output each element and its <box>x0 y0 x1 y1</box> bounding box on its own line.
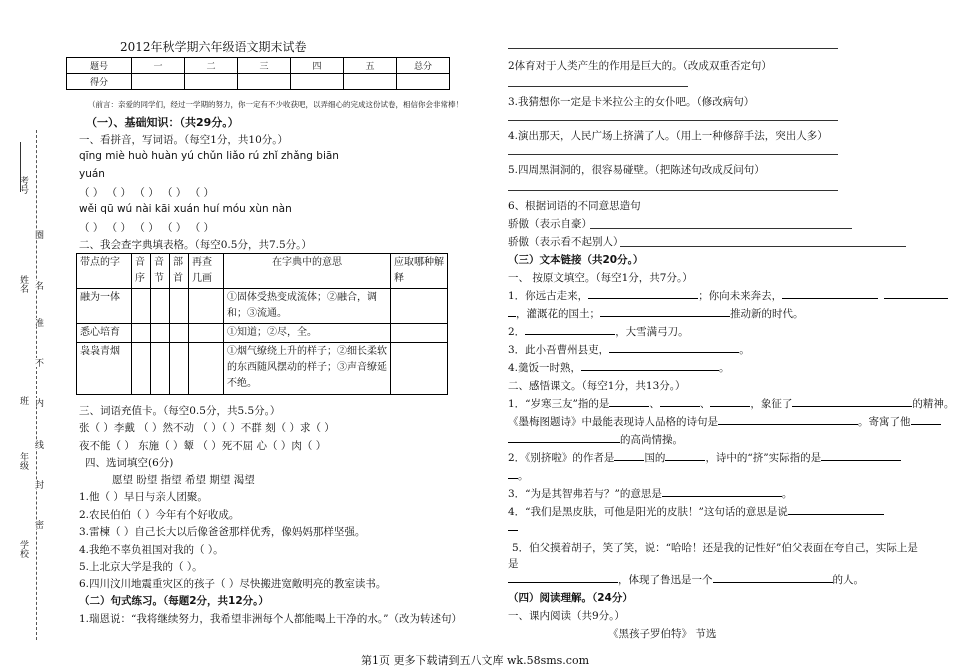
dict-header: 部首 <box>170 254 189 289</box>
r2-text: 1．“岁寒三友”指的是 <box>508 398 610 410</box>
score-cell[interactable] <box>185 74 238 90</box>
q4-item-6[interactable]: 6.四川汶川地震重灾区的孩子（ ）尽快搬进宽敞明亮的教室读书。 <box>79 578 387 590</box>
r1-title: 一、 按原文填空。（每空1分，共7分。） <box>508 272 693 284</box>
score-header-cell: 四 <box>291 58 344 74</box>
blank[interactable] <box>588 298 698 299</box>
dict-header: 应取哪种解释 <box>391 254 448 289</box>
pinyin-row-2: wěi qū wú nài kāi xuán huí móu xùn nàn <box>79 203 292 215</box>
right-item-3: 3.我猜想你一定是卡米拉公主的女仆吧。（修改病句） <box>508 96 755 108</box>
dict-cell[interactable] <box>151 324 170 343</box>
blank[interactable] <box>660 406 700 407</box>
nianji-label: 年级 <box>18 452 28 470</box>
dict-word: 悉心培育 <box>77 324 132 343</box>
r2-text: 4．“我们是黑皮肤，可他是阳光的皮肤！”这句话的意思是说 <box>508 506 788 518</box>
blank[interactable] <box>911 424 941 425</box>
r2-text: 国的 <box>644 452 666 464</box>
r1-text: 4.羹饭一时熟， <box>508 362 582 374</box>
score-cell[interactable] <box>291 74 344 90</box>
r1-line-1 <box>508 288 948 303</box>
xuexiao-label: 学校 <box>18 540 28 558</box>
r2-q3-line: 3．“为是其智弗若与？”的意思是 。 <box>508 488 793 500</box>
r1-text: ，灌溉花的国土； <box>516 308 600 320</box>
q4-item-2[interactable]: 2.农民伯伯（ ）今年有个好收成。 <box>79 509 240 521</box>
exam-title: 2012年秋学期六年级语文期末试卷 <box>120 40 307 54</box>
blank[interactable] <box>710 406 750 407</box>
r1-line-3 <box>508 324 689 339</box>
score-cell[interactable] <box>397 74 450 90</box>
r2-title: 二、感悟课文。（每空1分，共13分。） <box>508 380 686 392</box>
r2-q1-line3 <box>508 432 683 447</box>
dict-header: 再查几画 <box>189 254 224 289</box>
binding-mark-5: 内 <box>33 398 43 407</box>
dict-meaning: ①烟气缭绕上升的样子；②细长柔软的东西随风摆动的样子；③声音缭延不绝。 <box>224 343 391 395</box>
s4-passage-title: 《黑孩子罗伯特》 节选 <box>608 628 717 640</box>
score-header-cell: 题号 <box>67 58 132 74</box>
preface: （前言：亲爱的同学们，经过一学期的努力，你一定有不少收获吧，以弄细心的完成这份试卷，相信你会非常棒！ <box>88 100 463 109</box>
r2-text: 的人。 <box>832 574 864 586</box>
r2-q5-line3 <box>508 572 864 587</box>
blank[interactable] <box>821 460 901 461</box>
r2-text: ，诗中的“挤”实际指的是 <box>705 452 822 464</box>
dict-cell[interactable] <box>170 343 189 395</box>
r1-text: 2． <box>508 326 526 338</box>
dict-cell[interactable] <box>170 324 189 343</box>
r2-text: ，体现了鲁迅是一个 <box>618 574 713 586</box>
dict-cell[interactable] <box>189 289 224 324</box>
right-item-5: 5.四周黑洞洞的，很容易碰壁。（把陈述句改成反问句） <box>508 164 765 176</box>
right-item-jiaoao-2: 骄傲（表示看不起别人） <box>508 236 624 248</box>
xingming-label: 姓名 <box>18 275 28 293</box>
answer-line[interactable] <box>508 190 838 191</box>
blank[interactable] <box>609 352 739 353</box>
r2-q4-line2 <box>508 522 518 534</box>
score-header-cell: 一 <box>132 58 185 74</box>
dict-cell[interactable] <box>391 343 448 395</box>
r2-text: 的高尚情操。 <box>620 434 683 446</box>
section-3-heading: （三）文本链接（共20分。） <box>508 254 644 266</box>
score-cell[interactable] <box>344 74 397 90</box>
dict-header: 在字典中的意思 <box>224 254 391 289</box>
dict-cell[interactable] <box>132 324 151 343</box>
dict-cell[interactable] <box>132 289 151 324</box>
r2-text: 《墨梅图题诗》中最能表现诗人品格的诗句是 <box>508 416 718 428</box>
r2-text: 的精神。 <box>912 398 954 410</box>
dict-meaning: ①固体受热变成流体；②融合，调和；③流通。 <box>224 289 391 324</box>
q2-title: 二、我会查字典填表格。（每空0.5分，共7.5分。） <box>79 239 312 251</box>
q4-item-1[interactable]: 1.他（ ）早日与亲人团聚。 <box>79 491 208 503</box>
blank[interactable] <box>508 582 618 583</box>
q3-title: 三、词语充值卡。（每空0.5分，共5.5分。） <box>79 405 281 417</box>
dict-meaning: ①知道；②尽，全。 <box>224 324 391 343</box>
pinyin-row-1: qīng miè huò huàn yú chǔn liǎo rú zhǐ zhǎng biān <box>79 150 339 162</box>
score-header-cell: 总分 <box>397 58 450 74</box>
blank[interactable] <box>508 478 518 479</box>
dict-cell[interactable] <box>132 343 151 395</box>
blank[interactable] <box>792 406 912 407</box>
blank[interactable] <box>508 316 516 317</box>
answer-line[interactable] <box>508 86 688 87</box>
kaohao-label: 考号 <box>18 176 28 194</box>
r2-q1-line2 <box>508 414 941 429</box>
section-2-heading: （二）句式练习。（每题2分，共12分。） <box>79 595 269 607</box>
binding-mark-4: 不 <box>33 358 43 367</box>
blank[interactable] <box>662 496 782 497</box>
dict-cell[interactable] <box>170 289 189 324</box>
dict-word: 袅袅青烟 <box>77 343 132 395</box>
blank[interactable] <box>609 406 649 407</box>
score-header-cell: 二 <box>185 58 238 74</box>
q1-title: 一、看拼音，写词语。（每空1分，共10分。） <box>79 134 289 146</box>
r2-q4-line <box>508 504 884 519</box>
blank[interactable] <box>600 316 730 317</box>
binding-mark-8: 密 <box>33 520 43 529</box>
section-4-heading: （四）阅读理解。（24分） <box>508 592 633 604</box>
blank[interactable] <box>581 370 719 371</box>
blank[interactable] <box>788 514 884 515</box>
page-footer: 第1页 更多下载请到五八文库 wk.58sms.com <box>361 654 589 667</box>
r1-line-5: 4.羹饭一时熟， 。 <box>508 362 730 374</box>
r2-q2-line <box>508 450 901 465</box>
q4-item-3[interactable]: 3.雷楝（ ）自己长大以后像爸爸那样优秀，像妈妈那样坚强。 <box>79 526 366 538</box>
score-table <box>66 57 450 90</box>
score-cell[interactable] <box>238 74 291 90</box>
ban-label: 班 <box>18 396 28 405</box>
r2-q5-line2: 是 <box>508 558 519 570</box>
binding-mark-7: 封 <box>33 480 43 489</box>
kaohao-blank <box>20 142 21 192</box>
answer-line[interactable] <box>590 228 852 229</box>
r1-text: 3．此小吾曹州县吏， <box>508 344 610 356</box>
r1-text: 1．你远古走来， <box>508 290 589 302</box>
blank[interactable] <box>665 460 705 461</box>
blank[interactable] <box>884 298 948 299</box>
dict-cell[interactable] <box>391 324 448 343</box>
dictionary-table <box>76 253 448 395</box>
r1-text: 推动新的时代。 <box>730 308 804 320</box>
r1-text: ；你向未来奔去， <box>698 290 783 302</box>
paren-row-1[interactable]: （ ） （ ） （ ） （ ） （ ） <box>79 187 215 199</box>
r2-text: 3．“为是其智弗若与？”的意思是 <box>508 488 662 500</box>
section-1-heading: （一）、基础知识：（共29分。） <box>86 116 239 129</box>
answer-line[interactable] <box>620 246 906 247</box>
q4-title: 四、选词填空(6分) <box>85 457 174 469</box>
q3-row-2[interactable]: 夜不能（ ） 东施（ ）颦 （ ）死不屈 心（ ）肉（ ） <box>79 440 327 452</box>
r1-line-4: 3．此小吾曹州县吏， 。 <box>508 344 750 356</box>
r2-text: ，象征了 <box>750 398 793 410</box>
q4-item-5[interactable]: 5.上北京大学是我的（ ）。 <box>79 561 203 573</box>
dict-header: 带点的字 <box>77 254 132 289</box>
blank[interactable] <box>713 582 833 583</box>
score-cell[interactable] <box>132 74 185 90</box>
s4-q1: 一、课内阅读（共9分。） <box>508 610 625 622</box>
blank[interactable] <box>718 424 858 425</box>
right-item-4: 4.演出那天，人民广场上挤满了人。（用上一种修辞手法，突出人多） <box>508 130 828 142</box>
dict-cell[interactable] <box>189 324 224 343</box>
binding-mark-6: 线 <box>33 440 43 449</box>
dict-cell[interactable] <box>151 289 170 324</box>
score-row-label: 得分 <box>67 74 132 90</box>
r2-text: 。寄寓了他 <box>858 416 911 428</box>
right-item-2: 2体育对于人类产生的作用是巨大的。（改成双重否定句） <box>508 60 772 72</box>
score-header-cell: 三 <box>238 58 291 74</box>
q4-word-bank: 愿望 盼望 指望 希望 期望 渴望 <box>112 474 255 486</box>
dict-header: 音序 <box>132 254 151 289</box>
binding-mark-3: 准 <box>33 318 43 327</box>
binding-mark-1: 圈 <box>33 230 43 239</box>
pinyin-row-1b: yuán <box>79 168 105 180</box>
blank[interactable] <box>525 334 615 335</box>
dict-word: 融为一体 <box>77 289 132 324</box>
q3-row-1[interactable]: 张（ ）李戴 （ ）然不动 （ ）（ ）不群 刻（ ）求（ ） <box>79 422 335 434</box>
r2-q5-line: 5．伯父摸着胡子，笑了笑，说：“哈哈！还是我的记性好”伯父表面在夸自己，实际上是 <box>512 542 918 554</box>
binding-mark-2: 名 <box>33 281 43 290</box>
right-item-jiaoao-1: 骄傲（表示自豪） <box>508 218 592 230</box>
score-header-cell: 五 <box>344 58 397 74</box>
r2-text: 2．《别挤啦》的作者是 <box>508 452 615 464</box>
blank[interactable] <box>782 298 878 299</box>
q4-item-4[interactable]: 4.我绝不辜负祖国对我的（ ）。 <box>79 544 224 556</box>
blank[interactable] <box>614 460 644 461</box>
blank[interactable] <box>508 530 518 531</box>
answer-line[interactable] <box>508 154 838 155</box>
blank[interactable] <box>508 442 620 443</box>
r2-q2-line2: 。 <box>508 468 529 483</box>
dict-cell[interactable] <box>151 343 170 395</box>
r1-line-2 <box>508 306 804 321</box>
paren-row-2[interactable]: （ ） （ ） （ ） （ ） （ ） <box>79 222 215 234</box>
r1-text: ，大雪满弓刀。 <box>615 326 689 338</box>
answer-line[interactable] <box>508 48 838 49</box>
right-item-6: 6、根据词语的不同意思造句 <box>508 200 641 212</box>
dict-header: 音节 <box>151 254 170 289</box>
binding-dashed-line <box>36 130 37 640</box>
answer-line[interactable] <box>508 120 838 121</box>
r2-q1-line: 1．“岁寒三友”指的是 、 、 ，象征了 的精神。 <box>508 398 954 410</box>
sec2-q1: 1.瑞恩说：“我将继续努力，我希望非洲每个人都能喝上干净的水。”（改为转述句） <box>79 613 463 625</box>
dict-cell[interactable] <box>391 289 448 324</box>
dict-cell[interactable] <box>189 343 224 395</box>
